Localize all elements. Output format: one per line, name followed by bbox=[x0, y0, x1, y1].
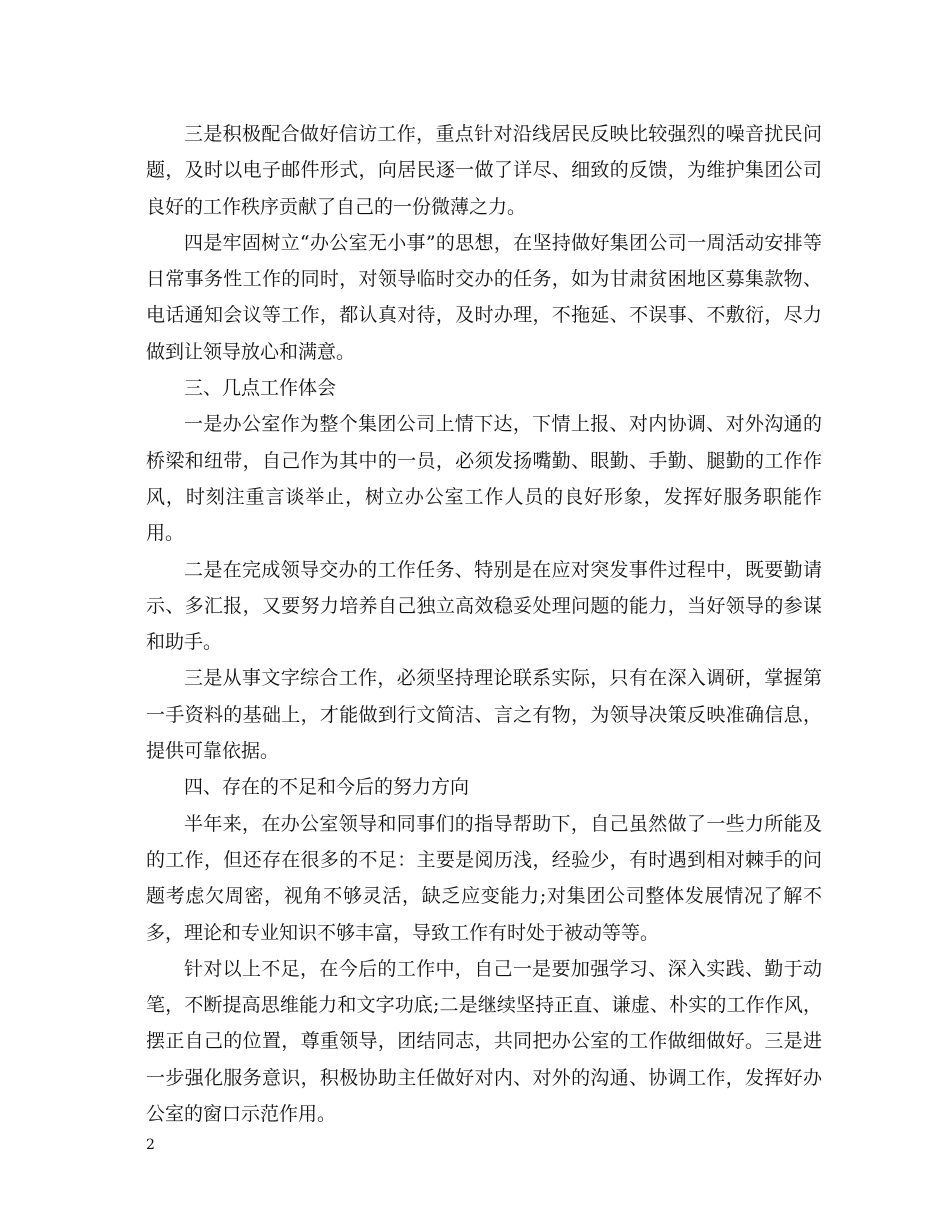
paragraph-insight-bridge: 一是办公室作为整个集团公司上情下达，下情上报、对内协调、对外沟通的桥梁和纽带，自己作为其中的一员，必须发扬嘴勤、眼勤、手勤、腿勤的工作作风，时刻注重言谈举止，树立办公室工作人员的良好形象，发挥好服务职能作用。 bbox=[146, 413, 822, 545]
paragraph-insight-writing: 三是从事文字综合工作，必须坚持理论联系实际，只有在深入调研，掌握第一手资料的基础上，才能做到行文简洁、言之有物，为领导决策反映准确信息，提供可靠依据。 bbox=[146, 667, 822, 763]
paragraph-shortcomings: 半年来，在办公室领导和同事们的指导帮助下，自己虽然做了一些力所能及的工作，但还存在很多的不足：主要是阅历浅，经验少，有时遇到相对棘手的问题考虑欠周密，视角不够灵活，缺乏应变能力;对集团公司整体发展情况了解不多，理论和专业知识不够丰富，导致工作有时处于被动等等。 bbox=[146, 812, 822, 944]
paragraph-future-direction: 针对以上不足，在今后的工作中，自己一是要加强学习、深入实践、勤于动笔，不断提高思维能力和文字功底;二是继续坚持正直、谦虚、朴实的工作作风，摆正自己的位置，尊重领导，团结同志，共同把办公室的工作做细做好。三是进一步强化服务意识，积极协助主任做好对内、对外的沟通、协调工作，发挥好办公室的窗口示范作用。 bbox=[146, 957, 822, 1126]
paragraph-insight-assistant: 二是在完成领导交办的工作任务、特别是在应对突发事件过程中，既要勤请示、多汇报，又要努力培养自己独立高效稳妥处理问题的能力，当好领导的参谋和助手。 bbox=[146, 558, 822, 654]
section-heading-work-insights: 三、几点工作体会 bbox=[184, 377, 337, 400]
section-heading-shortcomings: 四、存在的不足和今后的努力方向 bbox=[184, 776, 470, 799]
paragraph-letters-visits: 三是积极配合做好信访工作，重点针对沿线居民反映比较强烈的噪音扰民问题，及时以电子邮件形式，向居民逐一做了详尽、细致的反馈，为维护集团公司良好的工作秩序贡献了自己的一份微薄之力。 bbox=[146, 123, 822, 218]
document-body bbox=[146, 116, 822, 1132]
paragraph-office-no-small-matters: 四是牢固树立“办公室无小事”的思想，在坚持做好集团公司一周活动安排等日常事务性工作的同时，对领导临时交办的任务，如为甘肃贫困地区募集款物、电话通知会议等工作，都认真对待，及时办理，不拖延、不误事、不敷衍，尽力做到让领导放心和满意。 bbox=[146, 231, 822, 363]
page-number: 2 bbox=[146, 1137, 155, 1153]
